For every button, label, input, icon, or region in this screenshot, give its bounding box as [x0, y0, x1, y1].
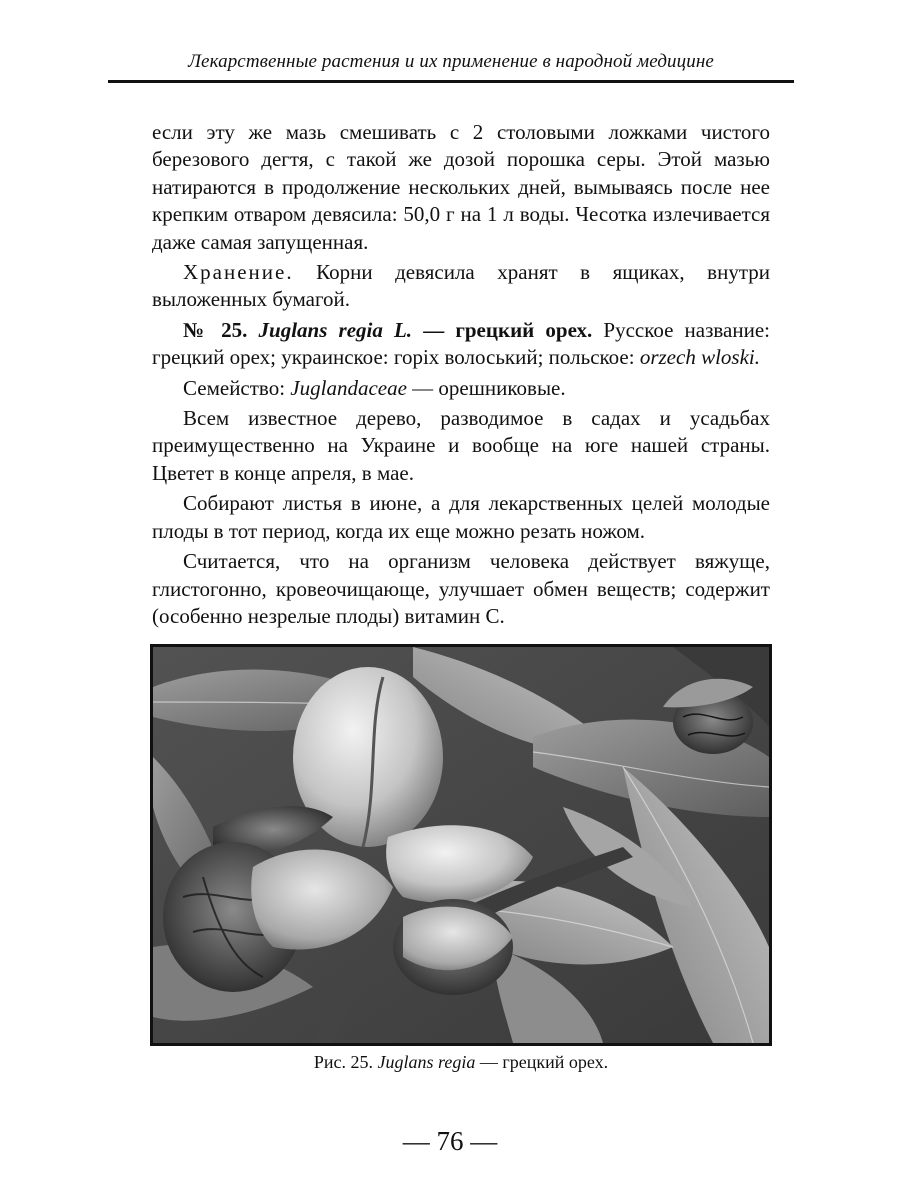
caption-text: — грецкий орех.: [475, 1052, 609, 1072]
species-common-name: — грецкий орех.: [423, 317, 593, 342]
running-title: Лекарственные растения и их применение в народной медицине: [188, 51, 714, 72]
paragraph-action: Считается, что на организм человека действует вяжуще, глистогонно, кровеочищающе, улучшает обмен веществ; содержит (особенно незрелые плоды) витамин С.: [152, 549, 770, 628]
caption-prefix: Рис. 25.: [313, 1052, 378, 1072]
paragraph-ointment: если эту же мазь смешивать с 2 столовыми ложками чистого березового дегтя, с такой же дозой порошка серы. Этой мазью натираются в продолжение нескольких дней, вымываясь после нее крепким отваром девясила: 50,0 г на 1 л воды. Чесотка излечивается даже самая запущенная.: [152, 120, 770, 254]
species-polish-name: orzech wloski.: [639, 345, 760, 370]
body-text: [152, 119, 770, 630]
paragraph-collection: Собирают листья в июне, а для лекарственных целей молодые плоды в тот период, когда их еще можно резать ножом.: [152, 491, 770, 543]
species-latin-name: Juglans regia L.: [258, 317, 413, 342]
storage-text: Корни девясила хранят в ящиках, внутри выложенных бумагой.: [152, 260, 770, 312]
family-label: Семейство:: [183, 375, 291, 400]
caption-latin-name: Juglans regia: [377, 1052, 476, 1072]
paragraph-species-heading: [152, 317, 770, 372]
paragraph-description: Всем известное дерево, разводимое в садах и усадьбах преимущественно на Украине и вообще на юге нашей страны. Цветет в конце апреля, в мае.: [152, 406, 770, 485]
walnut-photo: [150, 644, 772, 1046]
family-latin-name: Juglandaceae: [290, 375, 407, 400]
page-number: — 76 —: [402, 1126, 498, 1156]
walnut-photo-drawing: [153, 647, 769, 1043]
figure-caption: [150, 1050, 772, 1074]
species-names-text: Русское название: грецкий орех; украинское: горіх волоський; польское:: [152, 317, 771, 370]
paragraph-family: [152, 375, 770, 402]
paragraph-storage: [152, 259, 770, 314]
running-header: [108, 50, 794, 83]
family-text: — орешниковые.: [406, 375, 566, 400]
storage-label: Хранение.: [183, 260, 294, 285]
species-number: № 25.: [183, 317, 248, 342]
